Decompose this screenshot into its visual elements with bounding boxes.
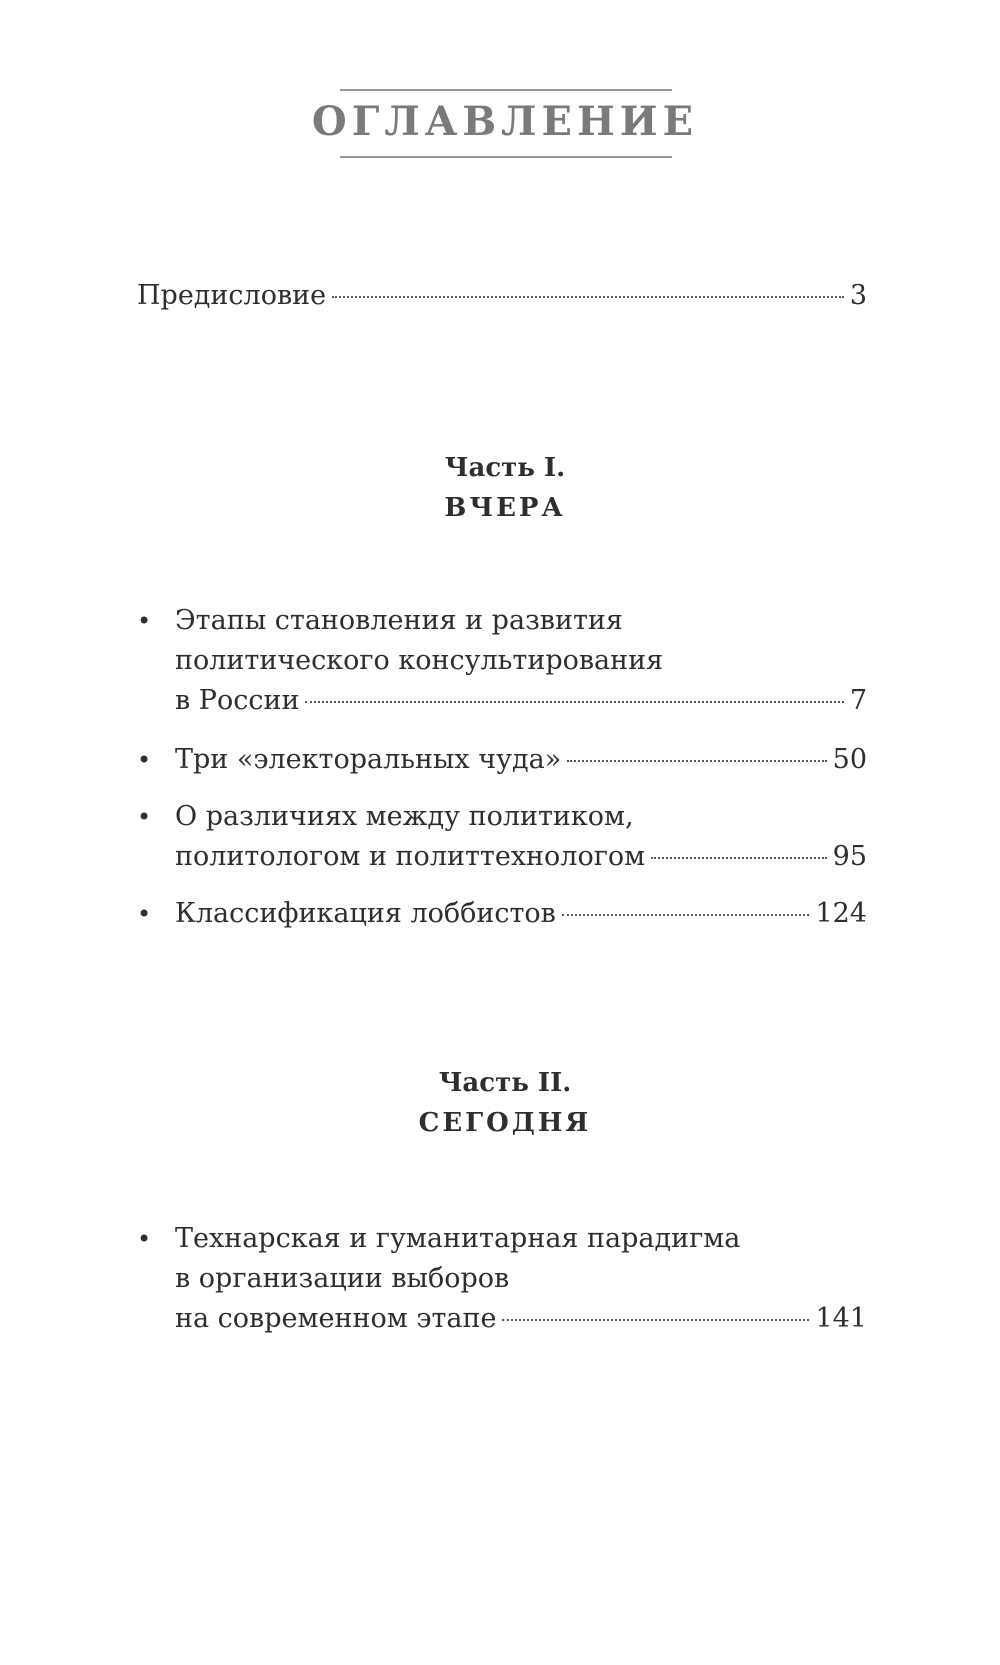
- entry-line: Технарская и гуманитарная парадигма: [175, 1223, 741, 1254]
- entry-page: 7: [849, 685, 867, 716]
- entry-title: в России: [175, 685, 300, 716]
- toc-entry[interactable]: [137, 740, 867, 780]
- bullet-icon: •: [137, 900, 152, 928]
- bullet-icon: •: [137, 607, 152, 635]
- entry-page: 95: [832, 841, 867, 872]
- toc-entry-preface[interactable]: [137, 276, 867, 316]
- part-number: Часть II.: [438, 1068, 572, 1098]
- entry-line: О различиях между политиком,: [175, 801, 634, 832]
- bullet-icon: •: [137, 746, 152, 774]
- toc-entry[interactable]: [137, 894, 867, 934]
- part-heading-1: [0, 448, 1000, 528]
- entry-page: 3: [849, 280, 867, 311]
- part-name: ВЧЕРА: [444, 493, 566, 523]
- dot-leader: [305, 701, 843, 703]
- entry-line: политического консультирования: [175, 645, 664, 676]
- entry-title: политологом и политтехнологом: [175, 841, 646, 872]
- entry-title: Три «электоральных чуда»: [175, 744, 562, 775]
- dot-leader: [567, 760, 826, 762]
- entry-page: 50: [832, 744, 867, 775]
- part-name: СЕГОДНЯ: [418, 1108, 592, 1138]
- bullet-icon: •: [137, 803, 152, 831]
- page-title: ОГЛАВЛЕНИЕ: [311, 98, 699, 145]
- entry-title: Предисловие: [137, 280, 327, 311]
- title-rule-top: [340, 89, 672, 91]
- entry-title: на современном этапе: [175, 1303, 497, 1334]
- toc-entry[interactable]: [137, 797, 867, 877]
- dot-leader: [562, 914, 810, 916]
- dot-leader: [332, 296, 844, 298]
- bullet-icon: •: [137, 1225, 152, 1253]
- entry-page: 141: [815, 1303, 867, 1334]
- entry-title: Классификация лоббистов: [175, 898, 556, 929]
- toc-entry[interactable]: [137, 1219, 867, 1339]
- entry-line: Этапы становления и развития: [175, 605, 623, 636]
- toc-entry[interactable]: [137, 601, 867, 721]
- part-number: Часть I.: [444, 453, 566, 483]
- entry-page: 124: [815, 898, 867, 929]
- entry-line: в организации выборов: [175, 1263, 510, 1294]
- dot-leader: [502, 1319, 809, 1321]
- title-rule-bottom: [340, 156, 672, 158]
- part-heading-2: [0, 1063, 1000, 1143]
- dot-leader: [651, 857, 827, 859]
